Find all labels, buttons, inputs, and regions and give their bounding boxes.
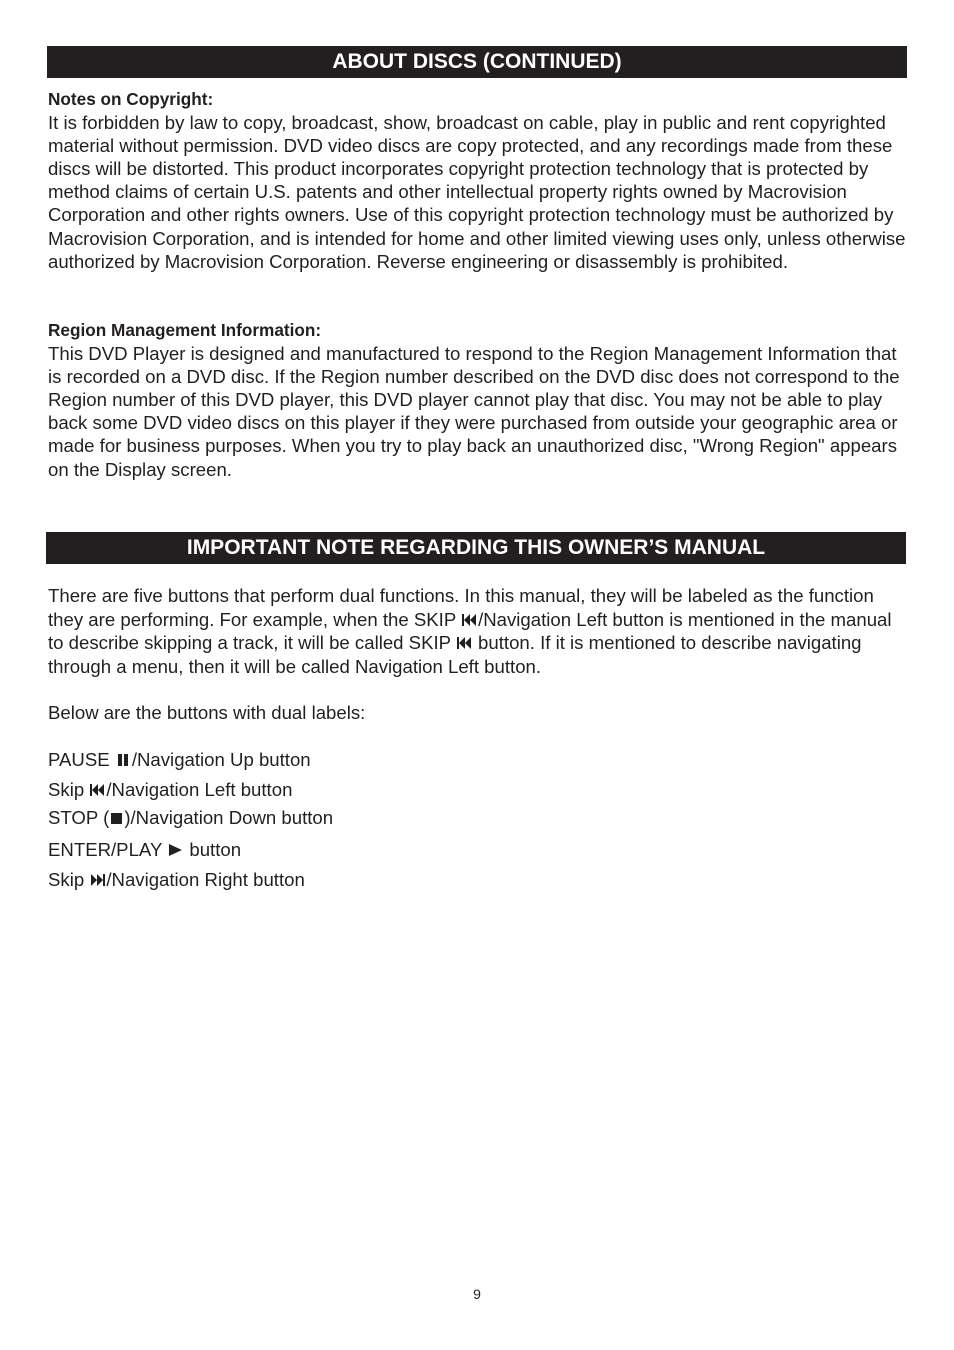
button-label-skip-right <box>48 868 305 892</box>
copyright-notes <box>48 88 908 273</box>
button-label-pause <box>48 748 311 772</box>
copyright-body: It is forbidden by law to copy, broadcast, show, broadcast on cable, play in public and rent copyrighted material without permission. DVD video discs are copy protected, and any recordings made from these discs will be distorted. This product incorporates copyright protection technology that is protected by method claims of certain U.S. patents and other intellectual property rights owned by Macrovision Corporation and other rights owners. Use of this copyright protection technology must be authorized by Macrovision Corporation, and is intended for home and other limited viewing uses only, unless otherwise authorized by Macrovision Corporation. Reverse engineering or disassembly is prohibited. <box>48 112 906 272</box>
button-label-skip-left <box>48 778 292 802</box>
intro-part-a: There are five buttons that perform dual functions. In this manual, they will be labeled as the function they are performing. For example, when the SKIP <box>48 585 874 630</box>
manual-intro-text <box>48 584 908 678</box>
button-label-post: /Navigation Left button <box>106 779 293 800</box>
button-label-pre: STOP ( <box>48 807 110 828</box>
region-management <box>48 319 908 481</box>
dual-labels-intro: Below are the buttons with dual labels: <box>48 702 366 723</box>
section-title-important-note: IMPORTANT NOTE REGARDING THIS OWNER’S MANUAL <box>46 532 906 564</box>
intro-part-c: button. If it is mentioned to describe navigating through a menu, then it will be called Navigation Left button. <box>48 632 862 677</box>
copyright-heading: Notes on Copyright: <box>48 89 214 109</box>
button-label-pre: ENTER/PLAY <box>48 839 168 860</box>
button-label-stop <box>48 806 333 830</box>
button-label-post: button <box>184 839 242 860</box>
skip-back-icon <box>457 636 472 650</box>
play-icon <box>168 843 183 857</box>
skip-back-icon <box>462 613 477 627</box>
button-label-post: /Navigation Right button <box>106 869 305 890</box>
skip-back-icon <box>90 783 105 797</box>
section-title-about-discs: ABOUT DISCS (CONTINUED) <box>47 46 907 78</box>
region-heading: Region Management Information: <box>48 320 322 340</box>
button-label-pre: Skip <box>48 869 90 890</box>
manual-intro <box>48 584 908 678</box>
button-label-pre: PAUSE <box>48 749 115 770</box>
button-label-post: /Navigation Up button <box>131 749 311 770</box>
button-label-enter-play <box>48 838 241 862</box>
page-number: 9 <box>473 1286 481 1302</box>
button-label-post: )/Navigation Down button <box>124 807 334 828</box>
skip-forward-icon <box>90 873 105 887</box>
stop-icon <box>110 811 123 825</box>
button-label-pre: Skip <box>48 779 90 800</box>
intro-part-b: /Navigation Left button is mentioned in the manual to describe skipping a track, it will be called SKIP <box>48 608 892 653</box>
region-body: This DVD Player is designed and manufactured to respond to the Region Management Information that is recorded on a DVD disc. If the Region number described on the DVD disc does not correspond to the Region number of this DVD player, this DVD player cannot play that disc. You may not be able to play back some DVD video discs on this player if they were purchased from outside your geographic area or made for business purposes. When you try to play back an unauthorized disc, "Wrong Region" appears on the Display screen. <box>48 343 900 480</box>
pause-icon <box>116 753 131 767</box>
